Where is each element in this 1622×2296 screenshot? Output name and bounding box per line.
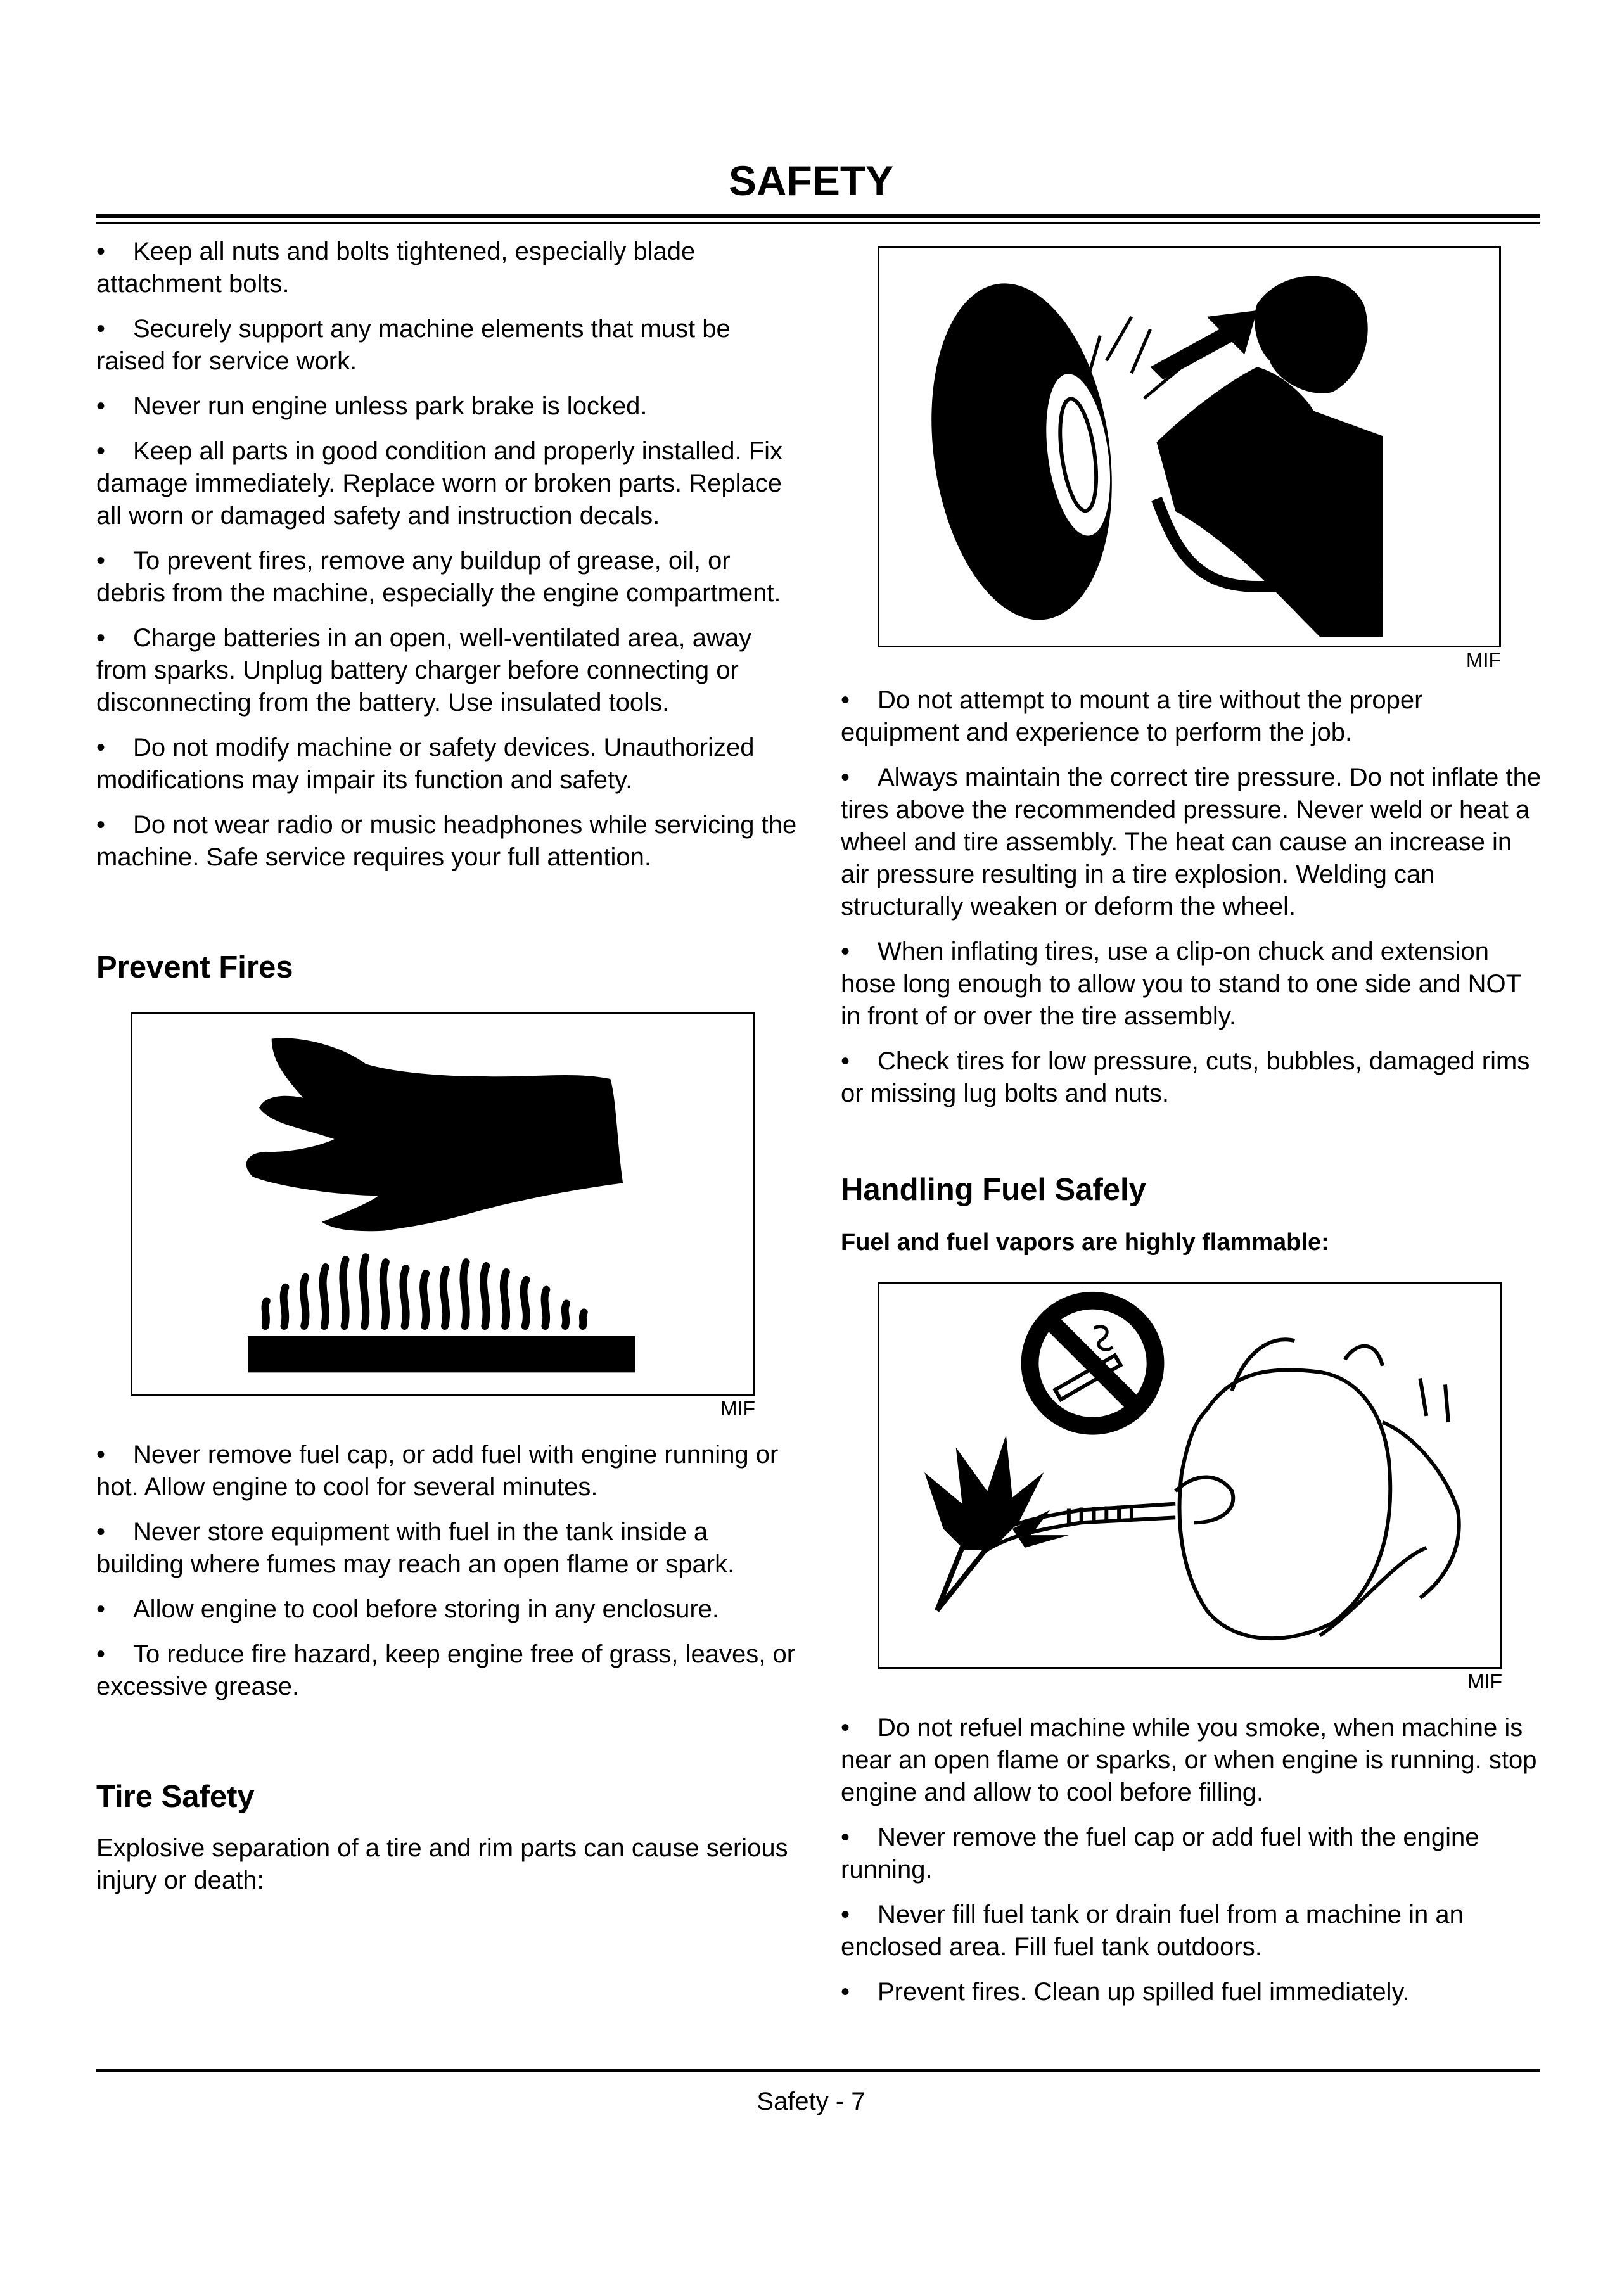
bullet-marker: • [96, 392, 106, 420]
header-rule-thin [96, 222, 1540, 224]
figure-caption: MIF [1467, 1670, 1502, 1693]
left-column [96, 236, 800, 1897]
list-item: • Never run engine unless park brake is locked. [96, 390, 800, 423]
list-item: • Charge batteries in an open, well-ventilated area, away from sparks. Unplug battery charger before connecting or disconnecting from the battery. Use insulated tools. [96, 622, 800, 719]
list-item: • Never remove fuel cap, or add fuel with engine running or hot. Allow engine to cool for several minutes. [96, 1439, 800, 1503]
figure-caption: MIF [1466, 649, 1501, 672]
list-item: • Keep all parts in good condition and properly installed. Fix damage immediately. Replace worn or broken parts. Replace all worn or damaged safety and instruction decals. [96, 435, 800, 532]
list-item: • Never fill fuel tank or drain fuel from a machine in an enclosed area. Fill fuel tank outdoors. [841, 1899, 1544, 1963]
list-item: • To prevent fires, remove any buildup of grease, oil, or debris from the machine, especially the engine compartment. [96, 545, 800, 609]
bullet-marker: • [841, 938, 850, 966]
page-number: Safety - 7 [757, 2088, 865, 2115]
list-item: • Check tires for low pressure, cuts, bubbles, damaged rims or missing lug bolts and nuts. [841, 1045, 1544, 1110]
prevent-fires-heading: Prevent Fires [96, 950, 293, 985]
list-item: • When inflating tires, use a clip-on chuck and extension hose long enough to allow you to stand to one side and NOT in front of or over the tire assembly. [841, 936, 1544, 1033]
bullet-marker: • [841, 1714, 850, 1742]
tire-safety-heading: Tire Safety [96, 1780, 255, 1814]
bullet-marker: • [96, 315, 106, 343]
fuel-lead-text: Fuel and fuel vapors are highly flammable: [841, 1229, 1329, 1256]
fire-bullet-list [96, 1439, 800, 1703]
bullet-marker: • [96, 1518, 106, 1546]
bullet-marker: • [96, 238, 106, 265]
bullet-marker: • [841, 1823, 850, 1851]
tire-bullet-list [841, 684, 1544, 1110]
list-item: • Do not wear radio or music headphones while servicing the machine. Safe service requires your full attention. [96, 809, 800, 874]
right-column [841, 246, 1544, 2021]
list-item: • Do not refuel machine while you smoke, when machine is near an open flame or sparks, or when engine is running. stop engine and allow to cool before filling. [841, 1712, 1544, 1809]
page-title: SAFETY [728, 157, 894, 204]
bullet-marker: • [96, 1595, 106, 1623]
list-item: • Allow engine to cool before storing in any enclosure. [96, 1593, 800, 1626]
list-item: • Keep all nuts and bolts tightened, especially blade attachment bolts. [96, 236, 800, 300]
bullet-marker: • [96, 734, 106, 762]
header-rule-thick [96, 214, 1540, 218]
handling-fuel-heading: Handling Fuel Safely [841, 1173, 1146, 1207]
figure-caption: MIF [720, 1397, 755, 1420]
bullet-marker: • [841, 1978, 850, 2006]
bullet-marker: • [841, 1901, 850, 1929]
tire-explosion-icon [879, 248, 1499, 646]
no-smoking-refuel-icon [879, 1284, 1500, 1667]
bullet-marker: • [841, 1047, 850, 1075]
fuel-bullet-list [841, 1712, 1544, 2008]
footer-rule [96, 2069, 1540, 2072]
bullet-marker: • [841, 686, 850, 714]
list-item: • Securely support any machine elements that must be raised for service work. [96, 313, 800, 378]
tire-safety-intro: Explosive separation of a tire and rim parts can cause serious injury or death: [96, 1834, 788, 1894]
list-item: • Do not attempt to mount a tire without the proper equipment and experience to perform the job. [841, 684, 1544, 749]
list-item: • Always maintain the correct tire pressure. Do not inflate the tires above the recommended pressure. Never weld or heat a wheel and tire assembly. The heat can cause an increase in air pressure resulting in a tire explosion. Welding can structurally weaken or deform the wheel. [841, 762, 1544, 923]
list-item: • To reduce fire hazard, keep engine free of grass, leaves, or excessive grease. [96, 1638, 800, 1703]
bullet-marker: • [96, 624, 106, 652]
bullet-marker: • [96, 1640, 106, 1668]
hand-flame-icon [132, 1014, 753, 1394]
bullet-marker: • [96, 811, 106, 839]
bullet-marker: • [841, 763, 850, 791]
hand-over-flames-illustration [131, 1012, 755, 1396]
list-item: • Never store equipment with fuel in the tank inside a building where fumes may reach an open flame or spark. [96, 1516, 800, 1581]
refueling-illustration [878, 1282, 1502, 1669]
tire-explosion-illustration [878, 246, 1501, 647]
bullet-marker: • [96, 437, 106, 465]
maintenance-bullet-list [96, 236, 800, 874]
list-item: • Prevent fires. Clean up spilled fuel immediately. [841, 1976, 1544, 2008]
bullet-marker: • [96, 1441, 106, 1469]
bullet-marker: • [96, 547, 106, 575]
list-item: • Never remove the fuel cap or add fuel with the engine running. [841, 1821, 1544, 1886]
list-item: • Do not modify machine or safety devices. Unauthorized modifications may impair its function and safety. [96, 732, 800, 796]
